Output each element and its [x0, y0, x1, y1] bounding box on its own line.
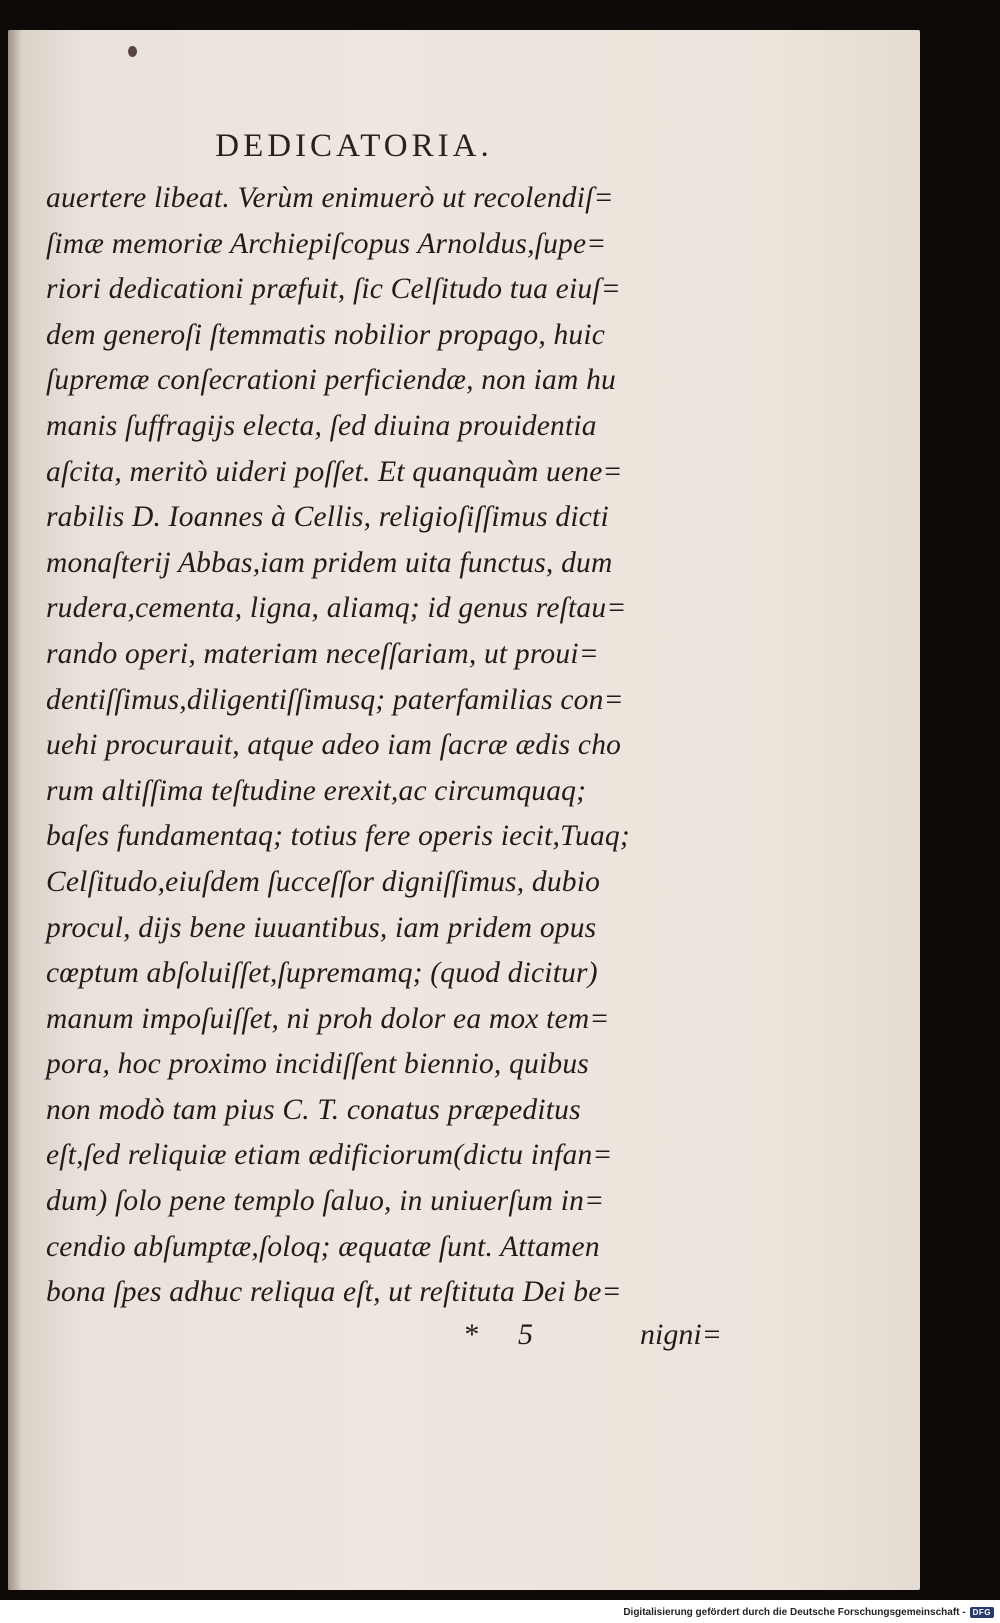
text-line: riori dedicationi præfuit, ſic Celſitudo tua eiuſ= [46, 273, 621, 306]
signature-mark: * [463, 1318, 478, 1351]
text-line: uehi procurauit, atque adeo iam ſacræ ædis cho [46, 729, 622, 762]
text-line: rabilis D. Ioannes à Cellis, religioſiſſimus dicti [46, 501, 609, 534]
text-line: Celſitudo,eiuſdem ſucceſſor digniſſimus, dubio [46, 865, 601, 898]
signature-number: 5 [518, 1318, 533, 1351]
credit-text: Digitalisierung gefördert durch die Deutsche Forschungsgemeinschaft - [623, 1606, 966, 1618]
catchword: nigni= [640, 1318, 722, 1351]
text-line: dum) ſolo pene templo ſaluo, in uniuerſum in= [46, 1185, 605, 1218]
text-line: manum impoſuiſſet, ni proh dolor ea mox tem= [46, 1002, 610, 1035]
text-line: auertere libeat. Verùm enimuerò ut recolendiſ= [46, 182, 614, 214]
text-line: cœptum abſoluiſſet,ſupremamq; (quod dicitur) [46, 957, 598, 990]
digitization-credit [623, 1604, 994, 1620]
text-line: baſes fundamentaq; totius fere operis iecit,Tuaq; [46, 820, 630, 853]
text-line: eſt,ſed reliquiæ etiam ædificiorum(dictu infan= [46, 1139, 613, 1172]
body-text [46, 176, 696, 1316]
text-line: aſcita, meritò uideri poſſet. Et quanquàm uene= [46, 455, 623, 488]
text-line: rudera,cementa, ligna, aliamq; id genus reſtau= [46, 592, 627, 625]
heading-text: DEDICATORIA. [215, 128, 493, 164]
text-line: bona ſpes adhuc reliqua eſt, ut reſtituta Dei be= [46, 1276, 622, 1309]
ink-spot [128, 46, 137, 57]
text-line: procul, dijs bene iuuantibus, iam pridem opus [46, 911, 597, 944]
text-line: dem generoſi ſtemmatis nobilior propago, huic [46, 318, 606, 351]
dfg-logo: DFG [970, 1607, 994, 1618]
text-line: ſupremæ conſecrationi perficiendæ, non iam hu [46, 364, 616, 397]
text-line: ſimæ memoriæ Archiepiſcopus Arnoldus,ſupe= [46, 227, 607, 260]
text-line: rando operi, materiam neceſſariam, ut proui= [46, 637, 599, 670]
text-line: manis ſuffragijs electa, ſed diuina prouidentia [46, 409, 597, 442]
text-line: rum altiſſima teſtudine erexit,ac circumquaq; [46, 774, 587, 807]
text-line: pora, hoc proximo incidiſſent biennio, quibus [46, 1048, 589, 1081]
text-line: cendio abſumptæ,ſoloq; æquatæ ſunt. Attamen [46, 1230, 600, 1263]
page-footer [0, 1318, 1000, 1363]
text-line: dentiſſimus,diligentiſſimusq; paterfamilias con= [46, 683, 624, 716]
text-line: non modò tam pius C. T. conatus præpeditus [46, 1093, 581, 1126]
text-line: monaſterij Abbas,iam pridem uita functus, dum [46, 546, 613, 579]
page-heading [0, 128, 1000, 165]
